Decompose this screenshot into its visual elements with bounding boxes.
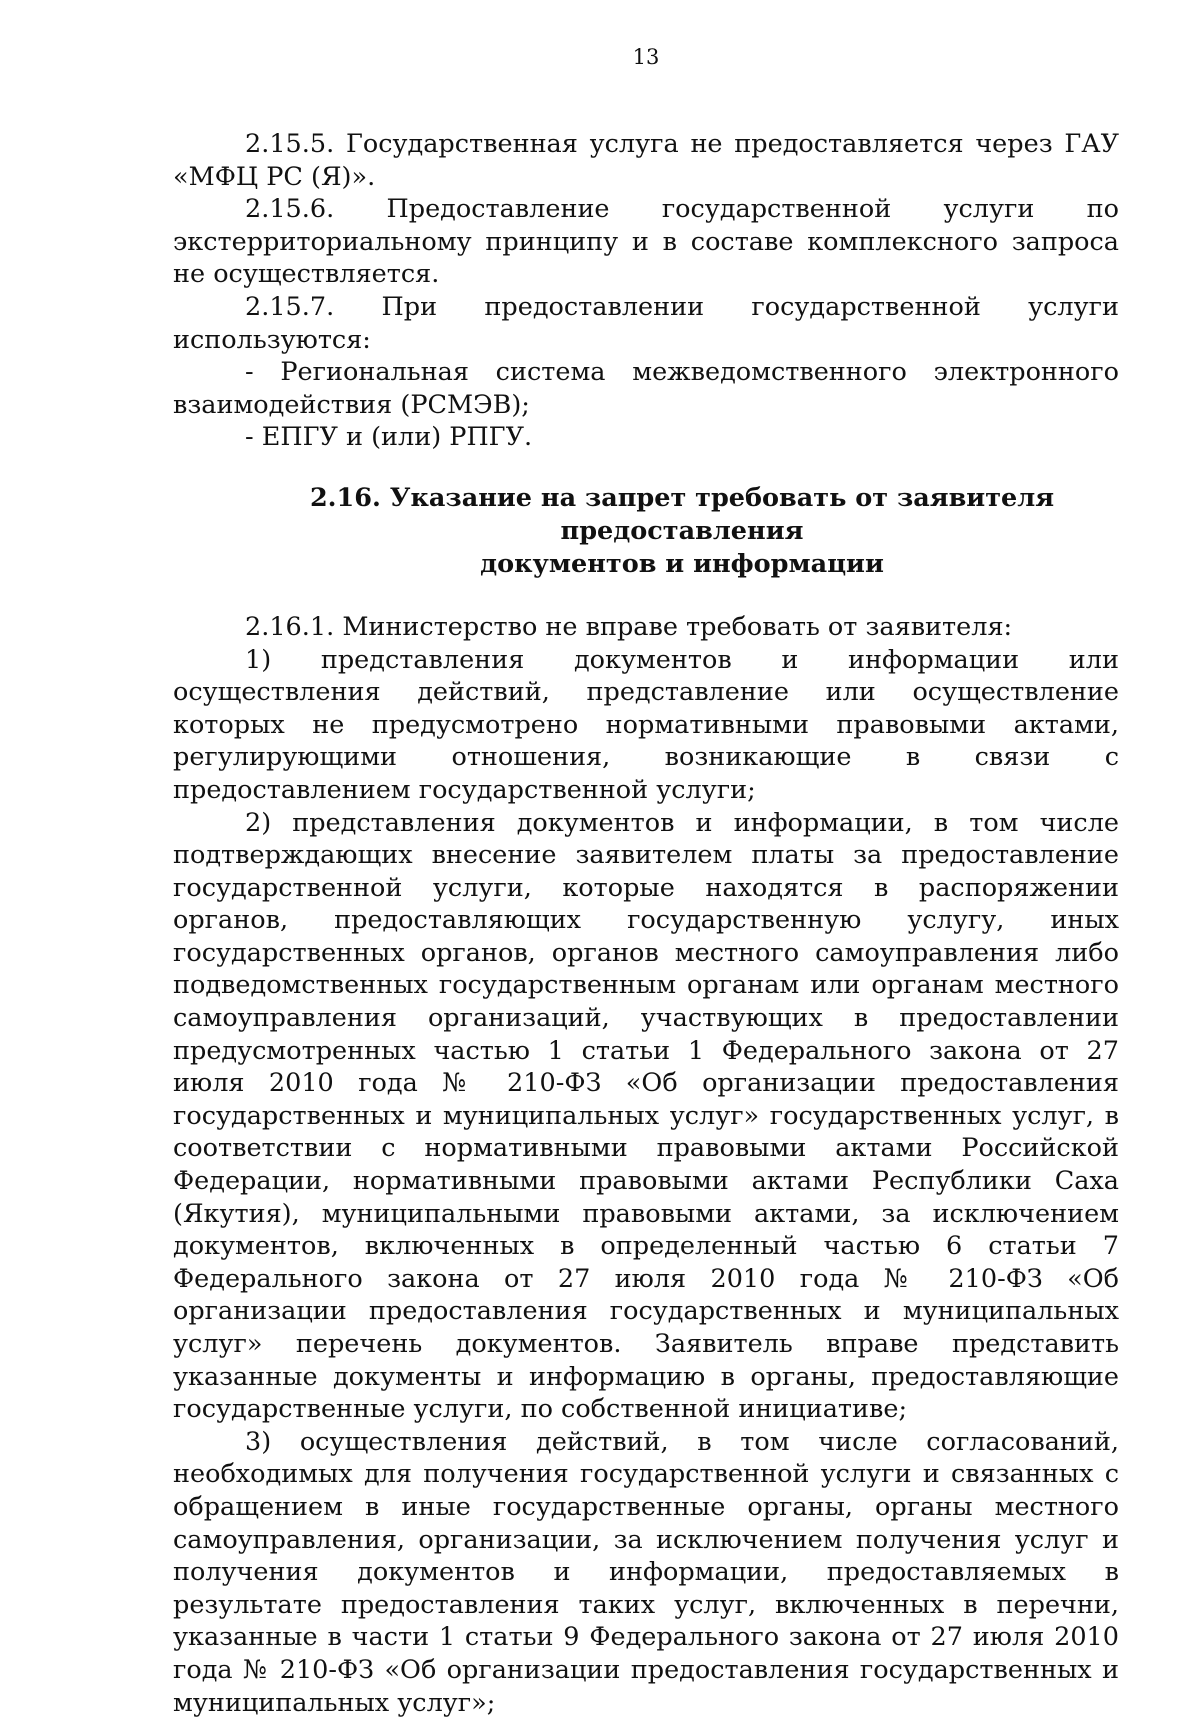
document-body bbox=[173, 128, 1119, 1719]
paragraph-2-16-1: 2.16.1. Министерство не вправе требовать от заявителя: bbox=[245, 611, 1013, 642]
spacer bbox=[173, 454, 1119, 482]
section-heading-2-16 bbox=[173, 482, 1119, 581]
list-item-3: 3) осуществления действий, в том числе согласований, необходимых для получения государственной услуги и связанных с обращением в иные государственные органы, органы местного самоуправления, организации, за исключением получения услуг и получения документов и информации, предоставляемых в результате предоставления таких услуг, включенных в перечни, указанные в части 1 статьи 9 Федерального закона от 27 июля 2010 года № 210-ФЗ «Об организации предоставления государственных и муниципальных услуг»; bbox=[173, 1426, 1119, 1718]
section-heading-line-1: 2.16. Указание на запрет требовать от заявителя предоставления bbox=[309, 482, 1055, 546]
list-item-rsmev: - Региональная система межведомственного электронного взаимодействия (РСМЭВ); bbox=[173, 357, 1119, 420]
list-item-2: 2) представления документов и информации, в том числе подтверждающих внесение заявителем платы за предоставление государственной услуги, которые находятся в распоряжении органов, предоставляющих государственную услугу, иных государственных органов, органов местного самоуправления либо подведомственных государственным органам или органам местного самоуправления организаций, участвующих в предоставлении предусмотренных частью 1 статьи 1 Федерального закона от 27 июля 2010 года № 210-ФЗ «Об организации предоставления государственных и муниципальных услуг» государственных услуг, в соответствии с нормативными правовыми актами Российской Федерации, нормативными правовыми актами Республики Саха (Якутия), муниципальными правовыми актами, за исключением документов, включенных в определенный частью 6 статьи 7 Федерального закона от 27 июля 2010 года № 210-ФЗ «Об организации предоставления государственных и муниципальных услуг» перечень документов. Заявитель вправе представить указанные документы и информацию в органы, предоставляющие государственные услуги, по собственной инициативе; bbox=[173, 807, 1119, 1425]
paragraph-2-15-5: 2.15.5. Государственная услуга не предоставляется через ГАУ «МФЦ РС (Я)». bbox=[173, 129, 1119, 192]
list-item-epgu: - ЕПГУ и (или) РПГУ. bbox=[245, 422, 533, 453]
paragraph-2-15-7: 2.15.7. При предоставлении государственной услуги используются: bbox=[173, 291, 1119, 355]
page-number: 13 bbox=[632, 45, 660, 69]
spacer bbox=[173, 581, 1119, 611]
section-heading-line-2: документов и информации bbox=[480, 548, 884, 579]
paragraph-2-15-6: 2.15.6. Предоставление государственной услуги по экстерриториальному принципу и в составе комплексного запроса не осуществляется. bbox=[173, 194, 1119, 290]
list-item-1: 1) представления документов и информации или осуществления действий, представление или осуществление которых не предусмотрено нормативными правовыми актами, регулирующими отношения, возникающие в связи с предоставлением государственной услуги; bbox=[173, 644, 1119, 805]
